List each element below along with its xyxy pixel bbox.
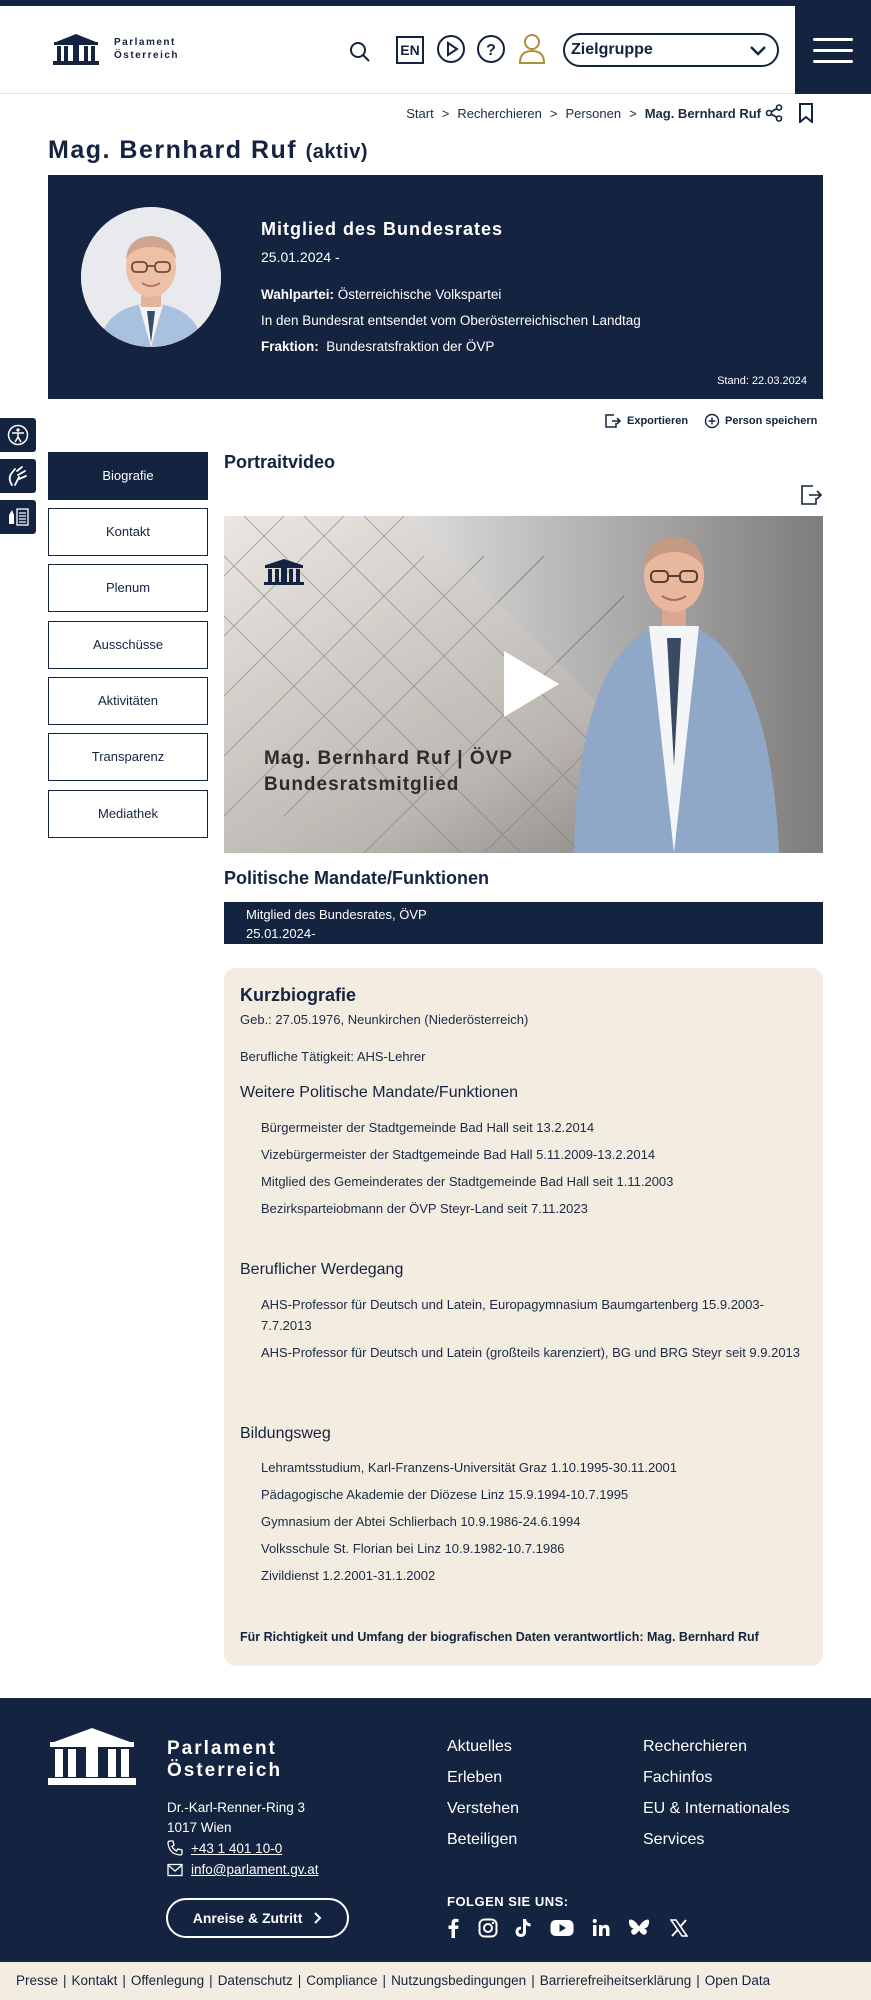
x-twitter-icon[interactable] (670, 1918, 688, 1938)
mandate-heading: Politische Mandate/Funktionen (224, 868, 490, 888)
video-thumbnail (224, 516, 823, 853)
easy-language-button[interactable] (0, 500, 36, 534)
sidenav-kontakt[interactable]: Kontakt (48, 508, 208, 556)
list-item: AHS-Professor für Deutsch und Latein (großteils karenziert), BG und BRG Steyr seit 9.9.2013 (261, 1345, 801, 1360)
follow-label: FOLGEN SIE UNS: (447, 1894, 569, 1909)
mail-icon (167, 1863, 183, 1877)
bildungsweg-heading: Bildungsweg (240, 1425, 331, 1442)
save-person-button[interactable]: Person speichern (704, 413, 817, 429)
person-name: Mag. Bernhard Ruf (48, 136, 298, 164)
breadcrumb: Start > Recherchieren > Personen > Mag. Bernhard Ruf (406, 106, 761, 121)
footer-link-erleben[interactable]: Erleben (447, 1769, 503, 1786)
parliament-building-icon (52, 32, 100, 66)
sign-language-button[interactable] (0, 459, 36, 493)
bottom-link-datenschutz[interactable]: Datenschutz (217, 1973, 293, 1988)
portrait-video[interactable] (224, 516, 823, 853)
mandate-item (224, 902, 823, 944)
chevron-right-icon (314, 1912, 322, 1924)
bottom-link-barrierefreiheit[interactable]: Barrierefreiheitserklärung (539, 1973, 692, 1988)
export-button[interactable]: Exportieren (604, 413, 688, 429)
fraktion-row: Fraktion: Bundesratsfraktion der ÖVP (261, 339, 495, 354)
footer-email-link[interactable]: info@parlament.gv.at (167, 1862, 319, 1877)
bottom-link-open-data[interactable]: Open Data (704, 1973, 771, 1988)
bio-job: Berufliche Tätigkeit: AHS-Lehrer (240, 1049, 426, 1064)
bottom-link-compliance[interactable]: Compliance (306, 1973, 378, 1988)
breadcrumb-current: Mag. Bernhard Ruf (644, 106, 761, 121)
zielgruppe-label: Zielgruppe (571, 41, 653, 58)
bio-born: Geb.: 27.05.1976, Neunkirchen (Niederösterreich) (240, 1012, 529, 1027)
sidenav-transparenz[interactable]: Transparenz (48, 733, 208, 781)
footer-link-services[interactable]: Services (643, 1831, 705, 1848)
linkedin-icon[interactable] (592, 1918, 610, 1938)
list-item: Bezirksparteiobmann der ÖVP Steyr-Land seit 7.11.2023 (261, 1201, 588, 1216)
avatar (81, 207, 221, 347)
user-account-icon[interactable] (518, 33, 546, 65)
site-header (0, 6, 871, 94)
footer-link-beteiligen[interactable]: Beteiligen (447, 1831, 518, 1848)
footer-link-recherchieren[interactable]: Recherchieren (643, 1738, 748, 1755)
werdegang-heading: Beruflicher Werdegang (240, 1261, 404, 1278)
footer-parliament-logo-icon (48, 1724, 136, 1786)
bottom-link-presse[interactable]: Presse (16, 1973, 59, 1988)
video-export-icon[interactable] (799, 484, 823, 506)
easy-language-icon (6, 506, 30, 528)
list-item: Zivildienst 1.2.2001-31.1.2002 (261, 1568, 436, 1583)
video-title: Mag. Bernhard Ruf | ÖVP Bundesratsmitglied (264, 748, 513, 795)
person-hero-card (48, 175, 823, 399)
facebook-icon[interactable] (447, 1918, 459, 1938)
bottom-link-kontakt[interactable]: Kontakt (71, 1973, 118, 1988)
breadcrumb-recherchieren[interactable]: Recherchieren (457, 106, 542, 121)
search-icon[interactable] (348, 40, 372, 64)
kurzbiografie-panel (224, 968, 823, 1666)
footer-name: Parlament Österreich (167, 1738, 283, 1781)
instagram-icon[interactable] (478, 1918, 498, 1938)
wahlpartei-row: Wahlpartei: Österreichische Volkspartei (261, 287, 502, 302)
youtube-icon[interactable] (550, 1918, 574, 1938)
stand-date: Stand: 22.03.2024 (717, 375, 807, 387)
parlament-logo[interactable] (52, 32, 179, 66)
list-item: Bürgermeister der Stadtgemeinde Bad Hall seit 13.2.2014 (261, 1120, 595, 1135)
portrait-photo (81, 207, 221, 347)
list-item: Pädagogische Akademie der Diözese Linz 15.9.1994-10.7.1995 (261, 1487, 629, 1502)
sidenav-mediathek[interactable]: Mediathek (48, 790, 208, 838)
menu-bar (813, 38, 853, 41)
mandate-title: Mitglied des Bundesrates, ÖVP (246, 907, 427, 922)
chevron-down-icon (749, 43, 767, 57)
footer-address1: Dr.-Karl-Renner-Ring 3 (167, 1800, 306, 1815)
weitere-mandate-heading: Weitere Politische Mandate/Funktionen (240, 1084, 519, 1101)
play-circle-icon[interactable] (436, 34, 466, 64)
sign-language-icon (6, 465, 30, 487)
breadcrumb-start[interactable]: Start (406, 106, 434, 121)
menu-bar (813, 49, 853, 52)
role-since: 25.01.2024 - (261, 249, 340, 265)
legal-links-bar: Presse | Kontakt | Offenlegung | Datenschutz | Compliance | Nutzungsbedingungen | Barrierefreiheitserklärung | Open Data (0, 1962, 871, 2000)
share-icon[interactable] (765, 104, 783, 122)
mandate-period: 25.01.2024- (246, 926, 316, 941)
logo-line2: Österreich (114, 50, 180, 61)
sidenav-ausschuesse[interactable]: Ausschüsse (48, 621, 208, 669)
footer-link-eu-internationales[interactable]: EU & Internationales (643, 1800, 790, 1817)
list-item: Gymnasium der Abtei Schlierbach 10.9.1986-24.6.1994 (261, 1514, 581, 1529)
list-item: Lehramtsstudium, Karl-Franzens-Universität Graz 1.10.1995-30.11.2001 (261, 1460, 677, 1475)
sidenav-aktivitaeten[interactable]: Aktivitäten (48, 677, 208, 725)
help-icon[interactable] (476, 34, 506, 64)
breadcrumb-personen[interactable]: Personen (565, 106, 622, 121)
zielgruppe-select[interactable] (563, 33, 779, 67)
role-title: Mitglied des Bundesrates (261, 219, 504, 239)
footer-link-aktuelles[interactable]: Aktuelles (447, 1738, 512, 1755)
portraitvideo-heading: Portraitvideo (224, 452, 336, 472)
page-title (48, 136, 368, 165)
list-item: Mitglied des Gemeinderates der Stadtgemeinde Bad Hall seit 1.11.2003 (261, 1174, 674, 1189)
sidenav-plenum[interactable]: Plenum (48, 564, 208, 612)
svg-text:?: ? (486, 42, 496, 59)
list-item: Volksschule St. Florian bei Linz 10.9.1982-10.7.1986 (261, 1541, 565, 1556)
footer-link-verstehen[interactable]: Verstehen (447, 1800, 520, 1817)
entsendet-row: In den Bundesrat entsendet vom Oberösterreichischen Landtag (261, 313, 641, 328)
menu-button[interactable] (795, 6, 871, 94)
export-icon (604, 413, 622, 429)
footer-phone-link[interactable]: +43 1 401 10-0 (167, 1840, 282, 1856)
bookmark-icon[interactable] (798, 103, 814, 123)
language-en-button[interactable]: EN (396, 36, 424, 64)
status-active: (aktiv) (305, 141, 368, 163)
menu-bar (813, 60, 853, 63)
sidenav-biografie[interactable]: Biografie (48, 452, 208, 500)
plus-circle-icon (704, 413, 720, 429)
bio-responsibility-note: Für Richtigkeit und Umfang der biografischen Daten verantwortlich: Mag. Bernhard Ruf (240, 1630, 759, 1644)
footer-address2: 1017 Wien (167, 1820, 232, 1835)
accessibility-icon (6, 424, 30, 446)
logo-line1: Parlament (114, 37, 176, 48)
bottom-link-nutzungsbedingungen[interactable]: Nutzungsbedingungen (391, 1973, 527, 1988)
anreise-button[interactable]: Anreise & Zutritt (166, 1898, 349, 1938)
phone-icon (167, 1840, 183, 1856)
footer-link-fachinfos[interactable]: Fachinfos (643, 1769, 713, 1786)
site-footer (0, 1698, 871, 1962)
list-item: Vizebürgermeister der Stadtgemeinde Bad Hall 5.11.2009-13.2.2014 (261, 1147, 656, 1162)
bluesky-icon[interactable] (628, 1918, 650, 1938)
tiktok-icon[interactable] (514, 1918, 532, 1938)
kurzbiografie-heading: Kurzbiografie (240, 985, 357, 1005)
accessibility-button[interactable] (0, 418, 36, 452)
list-item: AHS-Professor für Deutsch und Latein, Europagymnasium Baumgartenberg 15.9.2003-7.7.2013 (261, 1297, 764, 1333)
bottom-link-offenlegung[interactable]: Offenlegung (130, 1973, 205, 1988)
